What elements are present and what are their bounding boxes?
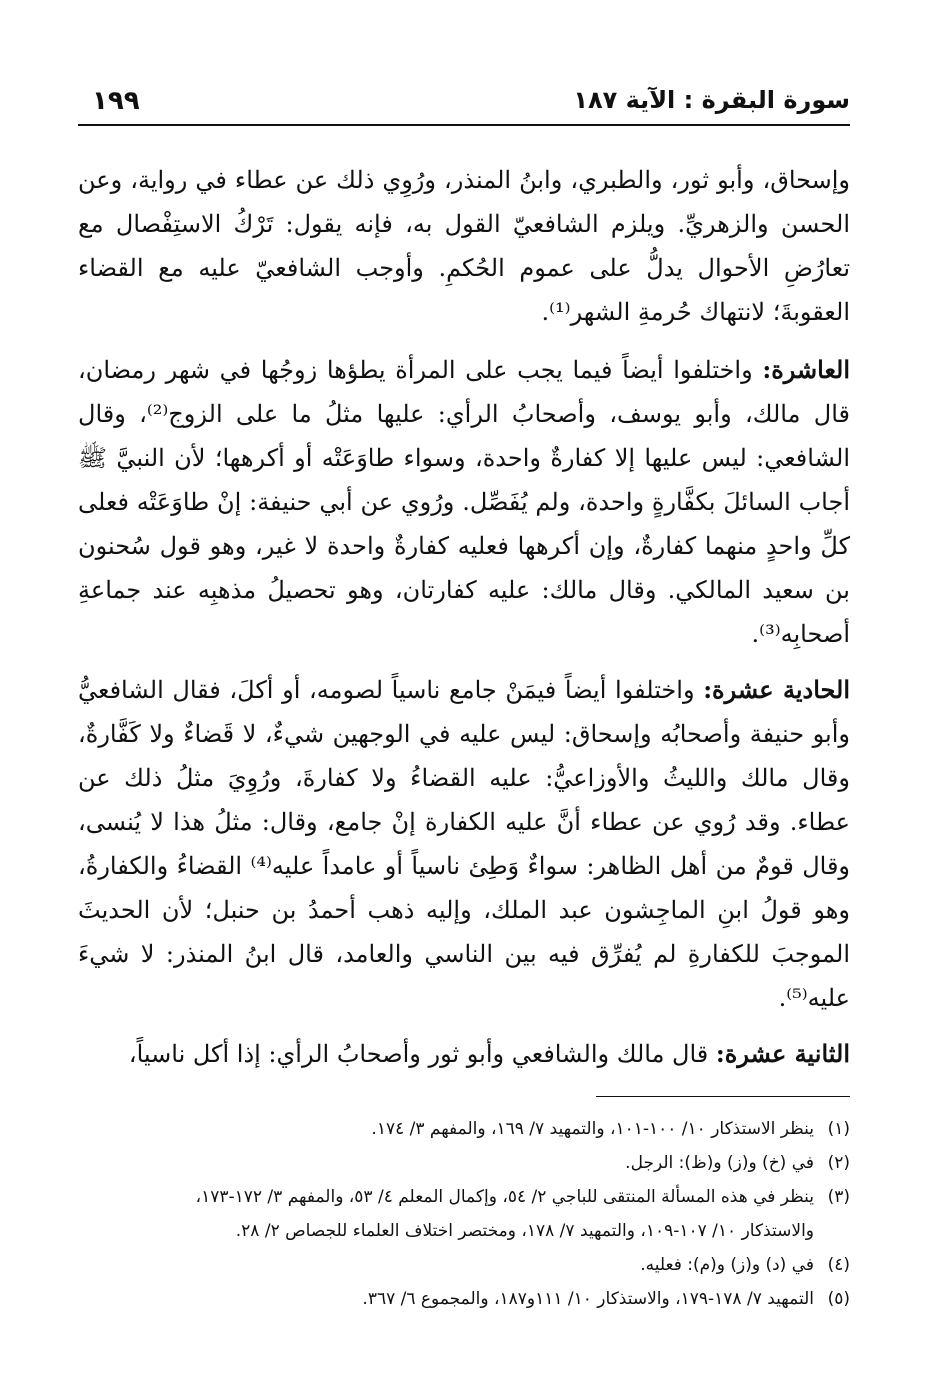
footnote bbox=[78, 1282, 850, 1316]
paragraph-tenth bbox=[78, 348, 850, 656]
main-text bbox=[78, 158, 850, 1088]
paragraph-text: قال مالك والشافعي وأبو ثور وأصحابُ الرأي: إذا أكل ناسياً، bbox=[128, 1040, 716, 1068]
footnote-text: في (د) و(ز) و(م): فعليه. bbox=[640, 1255, 814, 1275]
header-divider bbox=[78, 124, 850, 126]
footnote bbox=[78, 1146, 850, 1180]
paragraph-text: واختلفوا أيضاً فيمَنْ جامع ناسياً لصومه، أو أكلَ، فقال الشافعيُّ وأبو حنيفة وأصحابُه وإسحاق: ليس عليه في الوجهين شيءٌ، لا قَضاءٌ ولا كَفَّارةٌ، وقال مالك والليثُ والأوزاعيُّ: عليه القضاءُ ولا كفارةَ، ورُوِيَ مثلُ ذلك عن عطاء. وقد رُوي عن عطاء أنَّ عليه الكفارة إنْ جامع، وقال: مثلُ هذا لا يُنسى، وقال قومٌ من أهل الظاهر: سواءٌ وَطِئ ناسياً أو عامداً عليه⁽⁴⁾ القضاءُ والكفارةُ، وهو قولُ ابنِ الماجِشون عبد الملك، وإليه ذهب أحمدُ بن حنبل؛ لأن الحديثَ الموجبَ للكفارةِ لم يُفرِّق فيه بين الناسي والعامد، قال ابنُ المنذر: لا شيءَ عليه⁽⁵⁾. bbox=[78, 676, 851, 1012]
footnote bbox=[78, 1112, 850, 1146]
paragraph-lead: العاشرة: bbox=[762, 355, 850, 384]
footnote-number: (٢) bbox=[827, 1153, 850, 1173]
paragraph-eleventh bbox=[78, 668, 850, 1020]
footnote-text: في (خ) و(ز) و(ظ): الرجل. bbox=[625, 1153, 814, 1173]
footnote-divider bbox=[596, 1096, 850, 1097]
paragraph-text: واختلفوا أيضاً فيما يجب على المرأة يطؤها زوجُها في شهر رمضان، قال مالك، وأبو يوسف، وأصحابُ الرأي: عليها مثلُ ما على الزوج⁽²⁾، وقال الشافعي: ليس عليها إلا كفارةٌ واحدة، وسواء طاوَعَتْه أو أكرهها؛ لأن النبيَّ ﷺ أجاب السائلَ بكفَّارةٍ واحدة، ولم يُفَصِّل. ورُوي عن أبي حنيفة: إنْ طاوَعَتْه فعلى كلِّ واحدٍ منهما كفارةٌ، وإن أكرهها فعليه كفارةٌ واحدة لا غير، وهو قول سُحنون بن سعيد المالكي. وقال مالك: عليه كفارتان، وهو تحصيلُ مذهبِه عند جماعةِ أصحابِه⁽³⁾. bbox=[78, 356, 850, 648]
footnote-number: (٥) bbox=[827, 1289, 850, 1309]
footnote bbox=[78, 1248, 850, 1282]
running-title: سورة البقرة : الآية ١٨٧ bbox=[573, 86, 850, 114]
footnote-text: التمهيد ٧/ ١٧٨-١٧٩، والاستذكار ١٠/ ١١١و١٨٧، والمجموع ٦/ ٣٦٧. bbox=[362, 1289, 814, 1309]
footnote-number: (١) bbox=[827, 1119, 850, 1139]
footnotes bbox=[78, 1112, 850, 1316]
paragraph-text: وإسحاق، وأبو ثور، والطبري، وابنُ المنذر، ورُوِي ذلك عن عطاء في رواية، وعن الحسن والزهريِّ. ويلزم الشافعيّ القول به، فإنه يقول: تَرْكُ الاستِفْصال مع تعارُضِ الأحوال يدلُّ على عموم الحُكمِ. وأوجب الشافعيّ عليه مع القضاء العقوبةَ؛ لانتهاك حُرمةِ الشهر⁽¹⁾. bbox=[78, 166, 850, 326]
footnote bbox=[78, 1180, 850, 1214]
paragraph-continuation bbox=[78, 158, 850, 334]
footnote-number: (٤) bbox=[827, 1255, 850, 1275]
footnote-text: ينظر الاستذكار ١٠/ ١٠٠-١٠١، والتمهيد ٧/ ١٦٩، والمفهم ٣/ ١٧٤. bbox=[371, 1119, 814, 1139]
paragraph-lead: الثانية عشرة: bbox=[715, 1039, 850, 1068]
footnote-text: ينظر في هذه المسألة المنتقى للباجي ٢/ ٥٤، وإكمال المعلم ٤/ ٥٣، والمفهم ٣/ ١٧٢-١٧٣، bbox=[195, 1187, 814, 1207]
paragraph-lead: الحادية عشرة: bbox=[703, 675, 850, 704]
page-number: ١٩٩ bbox=[92, 86, 140, 116]
footnote-continuation: والاستذكار ١٠/ ١٠٧-١٠٩، والتمهيد ٧/ ١٧٨، ومختصر اختلاف العلماء للجصاص ٢/ ٢٨. bbox=[235, 1221, 814, 1241]
page-header bbox=[78, 86, 850, 122]
paragraph-twelfth bbox=[78, 1032, 850, 1076]
footnote-number: (٣) bbox=[827, 1187, 850, 1207]
